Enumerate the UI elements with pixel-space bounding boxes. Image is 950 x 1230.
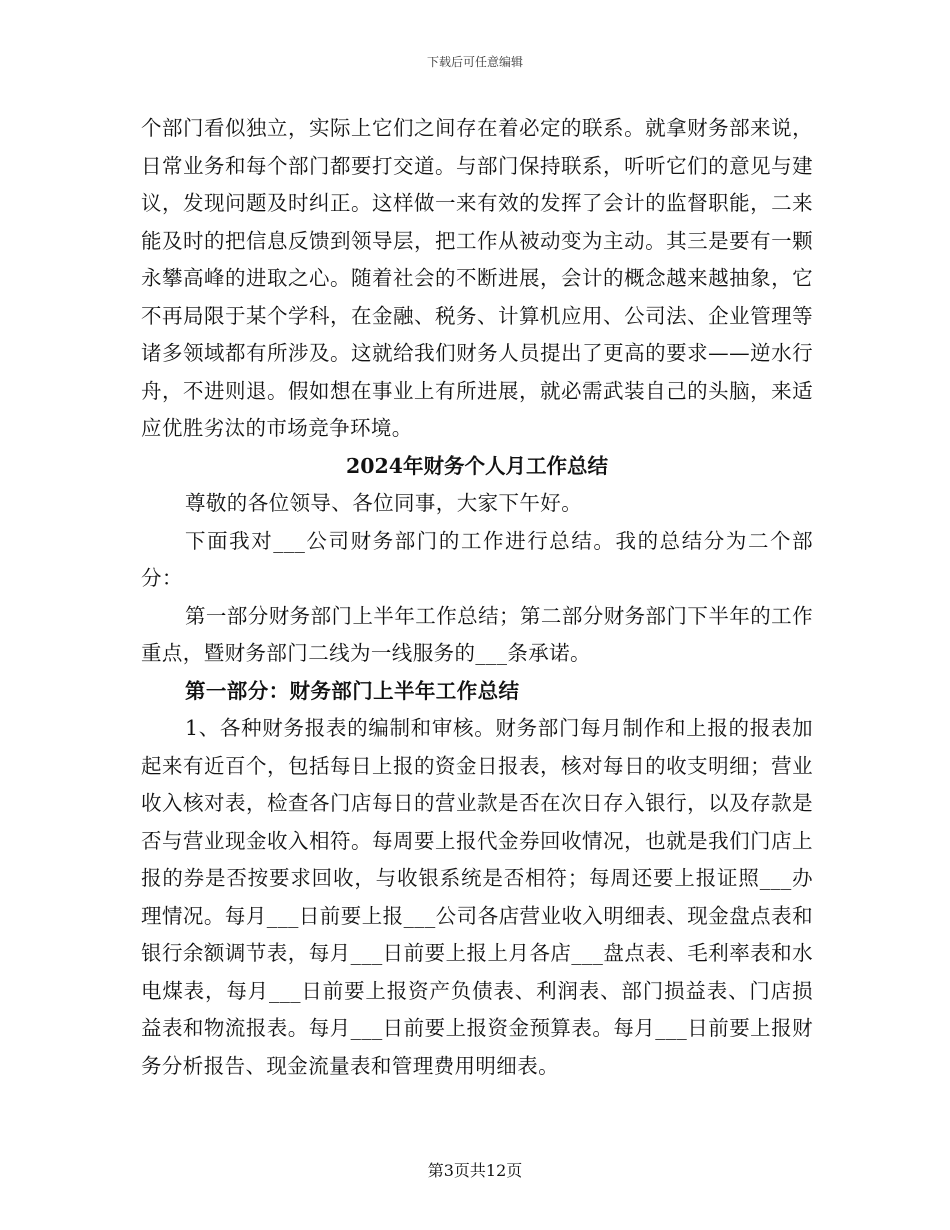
page-header: 下载后可任意编辑 — [426, 55, 523, 69]
section-title: 2024年财务个人月工作总结 — [345, 453, 609, 478]
paragraph-item-1: 1、各种财务报表的编制和审核。财务部门每月制作和上报的报表加起来有近百个，包括每日上报的资金日报表，核对每日的收支明细；营业收入核对表，检查各门店每日的营业款是否在次日存入银行，以及存款是否与营业现金收入相符。每周要上报代金券回收情况，也就是我们门店上报的券是否按要求回收，与收银系统是否相符；每周还要上报证照___办理情况。每月___日前要上报___公司各店营业收入明细表、现金盘点表和银行余额调节表，每月___日前要上报上月各店___盘点表、毛利率表和水电煤表，每月___日前要上报资产负债表、利润表、部门损益表、门店损益表和物流报表。每月___日前要上报资金预算表。每月___日前要上报财务分析报告、现金流量表和管理费用明细表。 — [141, 716, 813, 1078]
page-footer: 第3页共12页 — [427, 1161, 523, 1180]
paragraph-greeting: 尊敬的各位领导、各位同事，大家下午好。 — [185, 491, 583, 515]
part1-heading: 第一部分：财务部门上半年工作总结 — [185, 678, 520, 703]
paragraph-outline: 第一部分财务部门上半年工作总结；第二部分财务部门下半年的工作重点，暨财务部门二线为一线服务的___条承诺。 — [141, 603, 813, 665]
paragraph-continuation: 个部门看似独立，实际上它们之间存在着必定的联系。就拿财务部来说，日常业务和每个部门都要打交道。与部门保持联系，听听它们的意见与建议，发现问题及时纠正。这样做一来有效的发挥了会计的监督职能，二来能及时的把信息反馈到领导层，把工作从被动变为主动。其三是要有一颗永攀高峰的进取之心。随着社会的不断进展，会计的概念越来越抽象，它不再局限于某个学科，在金融、税务、计算机应用、公司法、企业管理等诸多领域都有所涉及。这就给我们财务人员提出了更高的要求——逆水行舟，不进则退。假如想在事业上有所进展，就必需武装自己的头脑，来适应优胜劣汰的市场竞争环境。 — [141, 116, 813, 440]
document-body — [141, 110, 813, 1085]
paragraph-intro: 下面我对___公司财务部门的工作进行总结。我的总结分为二个部分： — [141, 528, 813, 590]
